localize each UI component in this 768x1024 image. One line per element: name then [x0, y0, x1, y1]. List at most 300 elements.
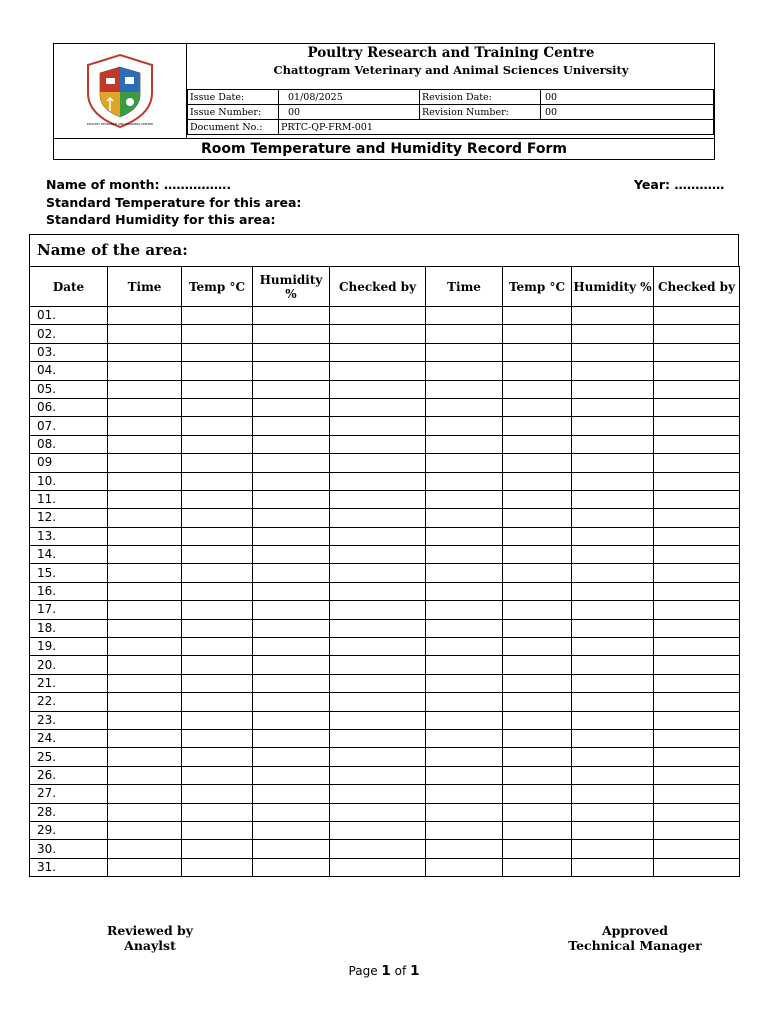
entry-cell[interactable] [108, 858, 182, 876]
entry-cell[interactable] [654, 693, 740, 711]
table-row [30, 435, 740, 453]
entry-cell[interactable] [654, 343, 740, 361]
entry-cell[interactable] [108, 435, 182, 453]
entry-cell[interactable] [503, 582, 572, 600]
entry-cell[interactable] [654, 325, 740, 343]
entry-cell[interactable] [426, 307, 503, 325]
entry-cell[interactable] [572, 729, 654, 747]
entry-cell[interactable] [426, 858, 503, 876]
entry-cell[interactable] [182, 398, 253, 416]
entry-cell[interactable] [426, 748, 503, 766]
entry-cell[interactable] [253, 785, 330, 803]
entry-cell[interactable] [253, 380, 330, 398]
entry-cell[interactable] [426, 527, 503, 545]
entry-cell[interactable] [572, 398, 654, 416]
table-row [30, 619, 740, 637]
entry-cell[interactable] [503, 803, 572, 821]
month-field[interactable]: Name of month: ……………. [46, 177, 232, 192]
entry-cell[interactable] [654, 619, 740, 637]
date-cell: 12. [30, 509, 108, 527]
table-row [30, 766, 740, 784]
entry-cell[interactable] [330, 729, 426, 747]
entry-cell[interactable] [182, 454, 253, 472]
entry-cell[interactable] [253, 362, 330, 380]
meta-row [188, 120, 714, 135]
issue-number-value: 00 [279, 105, 420, 120]
entry-cell[interactable] [572, 748, 654, 766]
entry-cell[interactable] [503, 490, 572, 508]
entry-cell[interactable] [253, 398, 330, 416]
entry-cell[interactable] [182, 325, 253, 343]
entry-cell[interactable] [654, 729, 740, 747]
entry-cell[interactable] [182, 711, 253, 729]
entry-cell[interactable] [108, 840, 182, 858]
entry-cell[interactable] [182, 619, 253, 637]
entry-cell[interactable] [253, 619, 330, 637]
entry-cell[interactable] [503, 674, 572, 692]
entry-cell[interactable] [253, 564, 330, 582]
date-cell: 13. [30, 527, 108, 545]
entry-cell[interactable] [503, 509, 572, 527]
entry-cell[interactable] [330, 325, 426, 343]
entry-cell[interactable] [108, 564, 182, 582]
entry-cell[interactable] [572, 380, 654, 398]
entry-cell[interactable] [426, 564, 503, 582]
table-body [30, 307, 740, 877]
entry-cell[interactable] [108, 638, 182, 656]
entry-cell[interactable] [182, 564, 253, 582]
entry-cell[interactable] [503, 711, 572, 729]
entry-cell[interactable] [572, 711, 654, 729]
entry-cell[interactable] [108, 711, 182, 729]
entry-cell[interactable] [330, 564, 426, 582]
entry-cell[interactable] [426, 601, 503, 619]
entry-cell[interactable] [572, 674, 654, 692]
entry-cell[interactable] [572, 766, 654, 784]
entry-cell[interactable] [108, 601, 182, 619]
entry-cell[interactable] [654, 362, 740, 380]
entry-cell[interactable] [572, 527, 654, 545]
entry-cell[interactable] [182, 858, 253, 876]
entry-cell[interactable] [182, 472, 253, 490]
entry-cell[interactable] [330, 674, 426, 692]
entry-cell[interactable] [253, 656, 330, 674]
entry-cell[interactable] [503, 638, 572, 656]
entry-cell[interactable] [182, 785, 253, 803]
entry-cell[interactable] [654, 748, 740, 766]
entry-cell[interactable] [654, 766, 740, 784]
entry-cell[interactable] [330, 601, 426, 619]
entry-cell[interactable] [330, 546, 426, 564]
entry-cell[interactable] [426, 766, 503, 784]
entry-cell[interactable] [426, 619, 503, 637]
entry-cell[interactable] [503, 785, 572, 803]
entry-cell[interactable] [572, 821, 654, 839]
entry-cell[interactable] [182, 656, 253, 674]
entry-cell[interactable] [253, 693, 330, 711]
entry-cell[interactable] [182, 601, 253, 619]
entry-cell[interactable] [503, 435, 572, 453]
entry-cell[interactable] [503, 821, 572, 839]
entry-cell[interactable] [182, 343, 253, 361]
entry-cell[interactable] [253, 582, 330, 600]
entry-cell[interactable] [426, 472, 503, 490]
entry-cell[interactable] [426, 711, 503, 729]
date-cell: 11. [30, 490, 108, 508]
entry-cell[interactable] [108, 693, 182, 711]
page-of: of [394, 964, 407, 978]
form-title: Room Temperature and Humidity Record Form [54, 138, 714, 160]
table-row [30, 821, 740, 839]
entry-cell[interactable] [253, 729, 330, 747]
entry-cell[interactable] [108, 619, 182, 637]
entry-cell[interactable] [426, 435, 503, 453]
entry-cell[interactable] [253, 840, 330, 858]
entry-cell[interactable] [654, 785, 740, 803]
table-row [30, 307, 740, 325]
entry-cell[interactable] [253, 601, 330, 619]
entry-cell[interactable] [572, 601, 654, 619]
entry-cell[interactable] [503, 546, 572, 564]
meta-label: Issue Date: [188, 90, 279, 105]
entry-cell[interactable] [426, 693, 503, 711]
entry-cell[interactable] [654, 711, 740, 729]
entry-cell[interactable] [426, 343, 503, 361]
entry-cell[interactable] [330, 711, 426, 729]
entry-cell[interactable] [330, 435, 426, 453]
entry-cell[interactable] [330, 509, 426, 527]
entry-cell[interactable] [182, 821, 253, 839]
entry-cell[interactable] [330, 343, 426, 361]
entry-cell[interactable] [182, 582, 253, 600]
entry-cell[interactable] [182, 638, 253, 656]
entry-cell[interactable] [654, 840, 740, 858]
entry-cell[interactable] [330, 858, 426, 876]
entry-cell[interactable] [654, 546, 740, 564]
entry-cell[interactable] [503, 527, 572, 545]
entry-cell[interactable] [654, 638, 740, 656]
entry-cell[interactable] [426, 546, 503, 564]
entry-cell[interactable] [426, 729, 503, 747]
entry-cell[interactable] [503, 840, 572, 858]
entry-cell[interactable] [108, 527, 182, 545]
entry-cell[interactable] [426, 674, 503, 692]
column-header: Checked by [654, 267, 740, 307]
entry-cell[interactable] [503, 325, 572, 343]
entry-cell[interactable] [253, 638, 330, 656]
entry-cell[interactable] [253, 472, 330, 490]
entry-cell[interactable] [426, 638, 503, 656]
entry-cell[interactable] [330, 803, 426, 821]
entry-cell[interactable] [503, 858, 572, 876]
date-cell: 15. [30, 564, 108, 582]
date-cell: 01. [30, 307, 108, 325]
entry-cell[interactable] [330, 656, 426, 674]
entry-cell[interactable] [182, 490, 253, 508]
entry-cell[interactable] [182, 748, 253, 766]
entry-cell[interactable] [108, 325, 182, 343]
entry-cell[interactable] [330, 840, 426, 858]
entry-cell[interactable] [426, 380, 503, 398]
entry-cell[interactable] [330, 417, 426, 435]
entry-cell[interactable] [108, 674, 182, 692]
entry-cell[interactable] [182, 546, 253, 564]
table-row [30, 803, 740, 821]
entry-cell[interactable] [572, 490, 654, 508]
entry-cell[interactable] [330, 766, 426, 784]
entry-cell[interactable] [654, 601, 740, 619]
entry-cell[interactable] [572, 619, 654, 637]
meta-row [188, 105, 714, 120]
entry-cell[interactable] [503, 472, 572, 490]
entry-cell[interactable] [572, 638, 654, 656]
entry-cell[interactable] [654, 307, 740, 325]
entry-cell[interactable] [503, 564, 572, 582]
entry-cell[interactable] [654, 417, 740, 435]
entry-cell[interactable] [253, 435, 330, 453]
date-cell: 25. [30, 748, 108, 766]
entry-cell[interactable] [108, 472, 182, 490]
entry-cell[interactable] [503, 454, 572, 472]
entry-cell[interactable] [182, 362, 253, 380]
entry-cell[interactable] [330, 380, 426, 398]
meta-label: Revision Number: [420, 105, 541, 120]
entry-cell[interactable] [426, 325, 503, 343]
entry-cell[interactable] [330, 619, 426, 637]
entry-cell[interactable] [503, 417, 572, 435]
year-field[interactable]: Year: ………… [634, 177, 725, 192]
entry-cell[interactable] [572, 472, 654, 490]
date-cell: 18. [30, 619, 108, 637]
entry-cell[interactable] [503, 307, 572, 325]
column-header: Checked by [330, 267, 426, 307]
entry-cell[interactable] [253, 509, 330, 527]
entry-cell[interactable] [572, 693, 654, 711]
entry-cell[interactable] [426, 454, 503, 472]
entry-cell[interactable] [572, 343, 654, 361]
org-title: Poultry Research and Training Centre [307, 45, 595, 61]
entry-cell[interactable] [572, 509, 654, 527]
org-subtitle: Chattogram Veterinary and Animal Sciences University [273, 63, 629, 77]
entry-cell[interactable] [654, 674, 740, 692]
entry-cell[interactable] [654, 656, 740, 674]
entry-cell[interactable] [654, 454, 740, 472]
document-meta-table [187, 89, 714, 135]
table-row [30, 546, 740, 564]
entry-cell[interactable] [108, 785, 182, 803]
entry-cell[interactable] [503, 729, 572, 747]
entry-cell[interactable] [253, 343, 330, 361]
entry-cell[interactable] [572, 307, 654, 325]
entry-cell[interactable] [503, 398, 572, 416]
entry-cell[interactable] [654, 380, 740, 398]
entry-cell[interactable] [330, 748, 426, 766]
table-row [30, 398, 740, 416]
entry-cell[interactable] [654, 582, 740, 600]
table-row [30, 343, 740, 361]
entry-cell[interactable] [108, 417, 182, 435]
entry-cell[interactable] [253, 858, 330, 876]
entry-cell[interactable] [503, 601, 572, 619]
entry-cell[interactable] [182, 417, 253, 435]
entry-cell[interactable] [108, 803, 182, 821]
entry-cell[interactable] [108, 454, 182, 472]
entry-cell[interactable] [330, 490, 426, 508]
entry-cell[interactable] [253, 454, 330, 472]
entry-cell[interactable] [426, 509, 503, 527]
column-header: Humidity % [572, 267, 654, 307]
entry-cell[interactable] [503, 766, 572, 784]
entry-cell[interactable] [572, 325, 654, 343]
entry-cell[interactable] [330, 638, 426, 656]
entry-cell[interactable] [108, 362, 182, 380]
entry-cell[interactable] [503, 748, 572, 766]
entry-cell[interactable] [503, 656, 572, 674]
entry-cell[interactable] [253, 674, 330, 692]
entry-cell[interactable] [253, 711, 330, 729]
table-row [30, 582, 740, 600]
entry-cell[interactable] [654, 398, 740, 416]
entry-cell[interactable] [182, 693, 253, 711]
entry-cell[interactable] [330, 785, 426, 803]
entry-cell[interactable] [572, 546, 654, 564]
entry-cell[interactable] [426, 417, 503, 435]
entry-cell[interactable] [654, 435, 740, 453]
date-cell: 29. [30, 821, 108, 839]
entry-cell[interactable] [572, 656, 654, 674]
entry-cell[interactable] [108, 398, 182, 416]
entry-cell[interactable] [108, 546, 182, 564]
entry-cell[interactable] [654, 472, 740, 490]
entry-cell[interactable] [572, 582, 654, 600]
entry-cell[interactable] [253, 527, 330, 545]
entry-cell[interactable] [182, 380, 253, 398]
date-cell: 02. [30, 325, 108, 343]
entry-cell[interactable] [426, 840, 503, 858]
entry-cell[interactable] [330, 527, 426, 545]
entry-cell[interactable] [253, 490, 330, 508]
entry-cell[interactable] [253, 803, 330, 821]
entry-cell[interactable] [253, 766, 330, 784]
entry-cell[interactable] [108, 490, 182, 508]
entry-cell[interactable] [572, 840, 654, 858]
entry-cell[interactable] [572, 454, 654, 472]
entry-cell[interactable] [426, 803, 503, 821]
entry-cell[interactable] [426, 656, 503, 674]
entry-cell[interactable] [503, 362, 572, 380]
entry-cell[interactable] [182, 509, 253, 527]
table-row [30, 638, 740, 656]
entry-cell[interactable] [182, 729, 253, 747]
standard-temperature-label: Standard Temperature for this area: [46, 195, 302, 210]
entry-cell[interactable] [253, 417, 330, 435]
entry-cell[interactable] [426, 362, 503, 380]
date-cell: 08. [30, 435, 108, 453]
entry-cell[interactable] [108, 509, 182, 527]
entry-cell[interactable] [572, 417, 654, 435]
entry-cell[interactable] [108, 766, 182, 784]
entry-cell[interactable] [108, 729, 182, 747]
entry-cell[interactable] [426, 821, 503, 839]
entry-cell[interactable] [426, 490, 503, 508]
entry-cell[interactable] [572, 803, 654, 821]
table-row [30, 362, 740, 380]
column-header: Temp °C [182, 267, 253, 307]
entry-cell[interactable] [108, 343, 182, 361]
entry-cell[interactable] [253, 325, 330, 343]
entry-cell[interactable] [182, 674, 253, 692]
entry-cell[interactable] [330, 307, 426, 325]
entry-cell[interactable] [330, 821, 426, 839]
entry-cell[interactable] [182, 840, 253, 858]
entry-cell[interactable] [503, 343, 572, 361]
date-cell: 30. [30, 840, 108, 858]
entry-cell[interactable] [182, 803, 253, 821]
entry-cell[interactable] [182, 307, 253, 325]
reviewed-by-block [100, 923, 200, 953]
entry-cell[interactable] [572, 362, 654, 380]
entry-cell[interactable] [108, 307, 182, 325]
approved-block [565, 923, 705, 953]
column-header: Time [426, 267, 503, 307]
date-cell: 22. [30, 693, 108, 711]
entry-cell[interactable] [330, 398, 426, 416]
entry-cell[interactable] [182, 527, 253, 545]
entry-cell[interactable] [108, 380, 182, 398]
entry-cell[interactable] [426, 398, 503, 416]
entry-cell[interactable] [426, 582, 503, 600]
date-cell: 31. [30, 858, 108, 876]
entry-cell[interactable] [654, 509, 740, 527]
entry-cell[interactable] [654, 821, 740, 839]
entry-cell[interactable] [182, 435, 253, 453]
date-cell: 10. [30, 472, 108, 490]
entry-cell[interactable] [108, 656, 182, 674]
entry-cell[interactable] [253, 546, 330, 564]
entry-cell[interactable] [108, 821, 182, 839]
entry-cell[interactable] [330, 472, 426, 490]
entry-cell[interactable] [330, 362, 426, 380]
entry-cell[interactable] [253, 748, 330, 766]
area-name-box[interactable] [29, 234, 739, 266]
entry-cell[interactable] [654, 564, 740, 582]
entry-cell[interactable] [108, 582, 182, 600]
entry-cell[interactable] [426, 785, 503, 803]
entry-cell[interactable] [108, 748, 182, 766]
document-no-value: PRTC-QP-FRM-001 [279, 120, 714, 135]
entry-cell[interactable] [330, 582, 426, 600]
entry-cell[interactable] [503, 380, 572, 398]
entry-cell[interactable] [654, 803, 740, 821]
entry-cell[interactable] [572, 435, 654, 453]
entry-cell[interactable] [654, 527, 740, 545]
entry-cell[interactable] [572, 858, 654, 876]
entry-cell[interactable] [572, 564, 654, 582]
column-header: Humidity % [253, 267, 330, 307]
entry-cell[interactable] [503, 693, 572, 711]
table-row [30, 417, 740, 435]
entry-cell[interactable] [503, 619, 572, 637]
entry-cell[interactable] [654, 490, 740, 508]
entry-cell[interactable] [253, 307, 330, 325]
entry-cell[interactable] [330, 454, 426, 472]
entry-cell[interactable] [330, 693, 426, 711]
date-cell: 26. [30, 766, 108, 784]
entry-cell[interactable] [572, 785, 654, 803]
entry-cell[interactable] [253, 821, 330, 839]
entry-cell[interactable] [654, 858, 740, 876]
entry-cell[interactable] [182, 766, 253, 784]
